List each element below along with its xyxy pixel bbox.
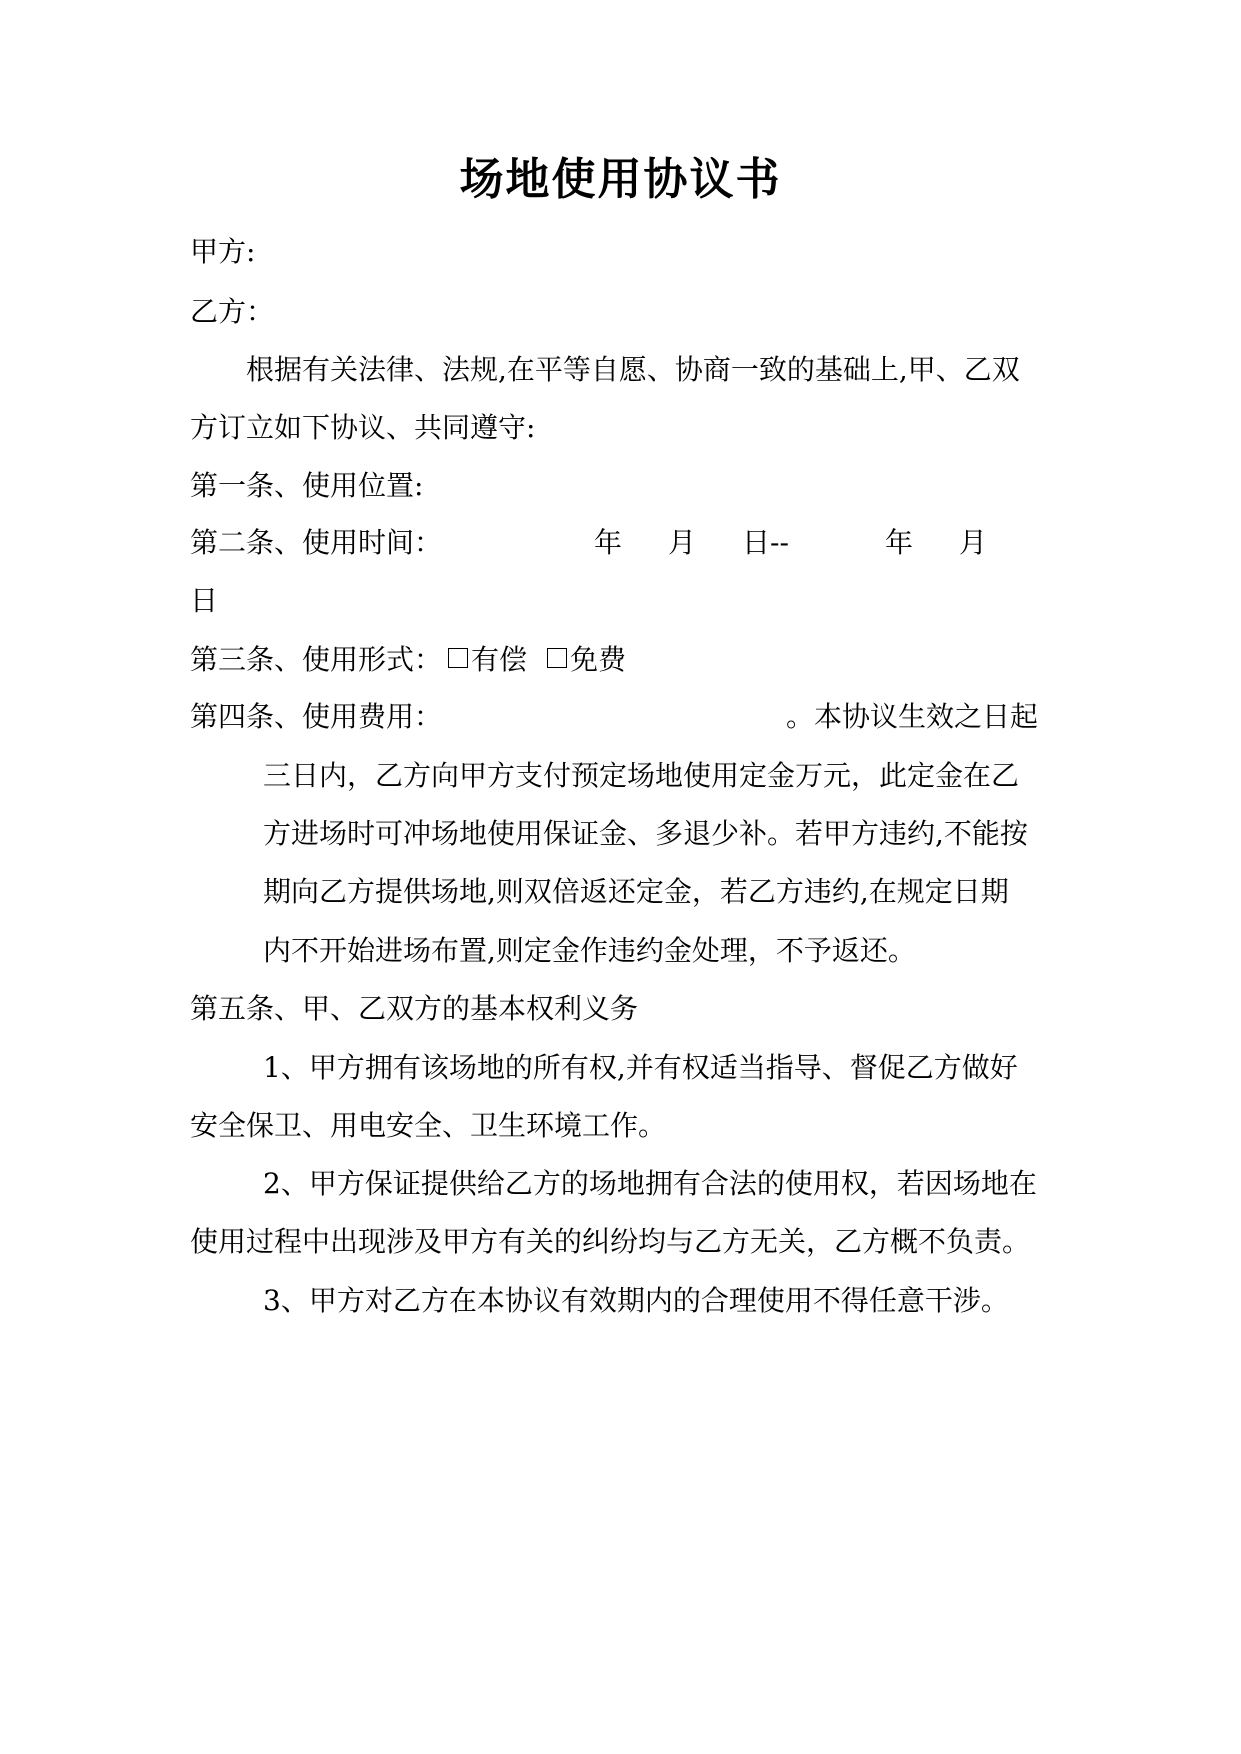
article-4-line-2: 三日内，乙方向甲方支付预定场地使用定金万元，此定金在乙 (263, 759, 1020, 792)
article-5-item-1-line-2: 安全保卫、用电安全、卫生环境工作。 (190, 1109, 667, 1142)
article-2 (190, 523, 987, 563)
article-5-title: 第五条、甲、乙双方的基本权利义务 (190, 992, 639, 1025)
article-2-year-end: 年 (884, 526, 913, 559)
article-4-label: 第四条、使用费用： (190, 700, 443, 733)
article-2-month-end: 月 (959, 526, 988, 559)
article-4-line-3: 方进场时可冲场地使用保证金、多退少补。若甲方违约,不能按 (263, 817, 1028, 850)
paid-option-label: 有偿 (471, 643, 528, 676)
article-2-label: 第二条、使用时间： (190, 526, 443, 559)
article-2-month-start: 月 (668, 526, 697, 559)
paid-checkbox[interactable] (448, 648, 468, 668)
free-checkbox[interactable] (547, 648, 567, 668)
party-b-label: 乙方： (190, 295, 275, 328)
article-4-tail: 。本协议生效之日起 (786, 700, 1039, 733)
intro-line-1: 根据有关法律、法规,在平等自愿、协商一致的基础上,甲、乙双 (246, 353, 1020, 386)
article-2-year-start: 年 (594, 526, 623, 559)
article-3 (190, 640, 626, 680)
intro-line-2: 方订立如下协议、共同遵守: (190, 411, 536, 444)
document-title: 场地使用协议书 (459, 154, 782, 205)
article-3-label: 第三条、使用形式： (190, 643, 443, 676)
article-5-item-3: 3、甲方对乙方在本协议有效期内的合理使用不得任意干涉。 (263, 1284, 1009, 1317)
article-2-day-start: 日-- (742, 526, 789, 559)
article-4-first-line (190, 697, 1038, 737)
free-option-label: 免费 (570, 643, 627, 676)
article-1: 第一条、使用位置: (190, 469, 424, 502)
article-5-item-2-line-1: 2、甲方保证提供给乙方的场地拥有合法的使用权，若因场地在 (263, 1167, 1037, 1200)
article-4-line-4: 期向乙方提供场地,则双倍返还定金，若乙方违约,在规定日期 (263, 875, 1009, 908)
article-5-item-1-line-1: 1、甲方拥有该场地的所有权,并有权适当指导、督促乙方做好 (263, 1051, 1018, 1084)
article-5-item-2-line-2: 使用过程中出现涉及甲方有关的纠纷均与乙方无关，乙方概不负责。 (190, 1225, 1031, 1258)
article-2-day-end: 日 (190, 584, 219, 617)
party-a-label: 甲方: (190, 235, 256, 268)
article-4-line-5: 内不开始进场布置,则定金作违约金处理，不予返还。 (263, 934, 916, 967)
